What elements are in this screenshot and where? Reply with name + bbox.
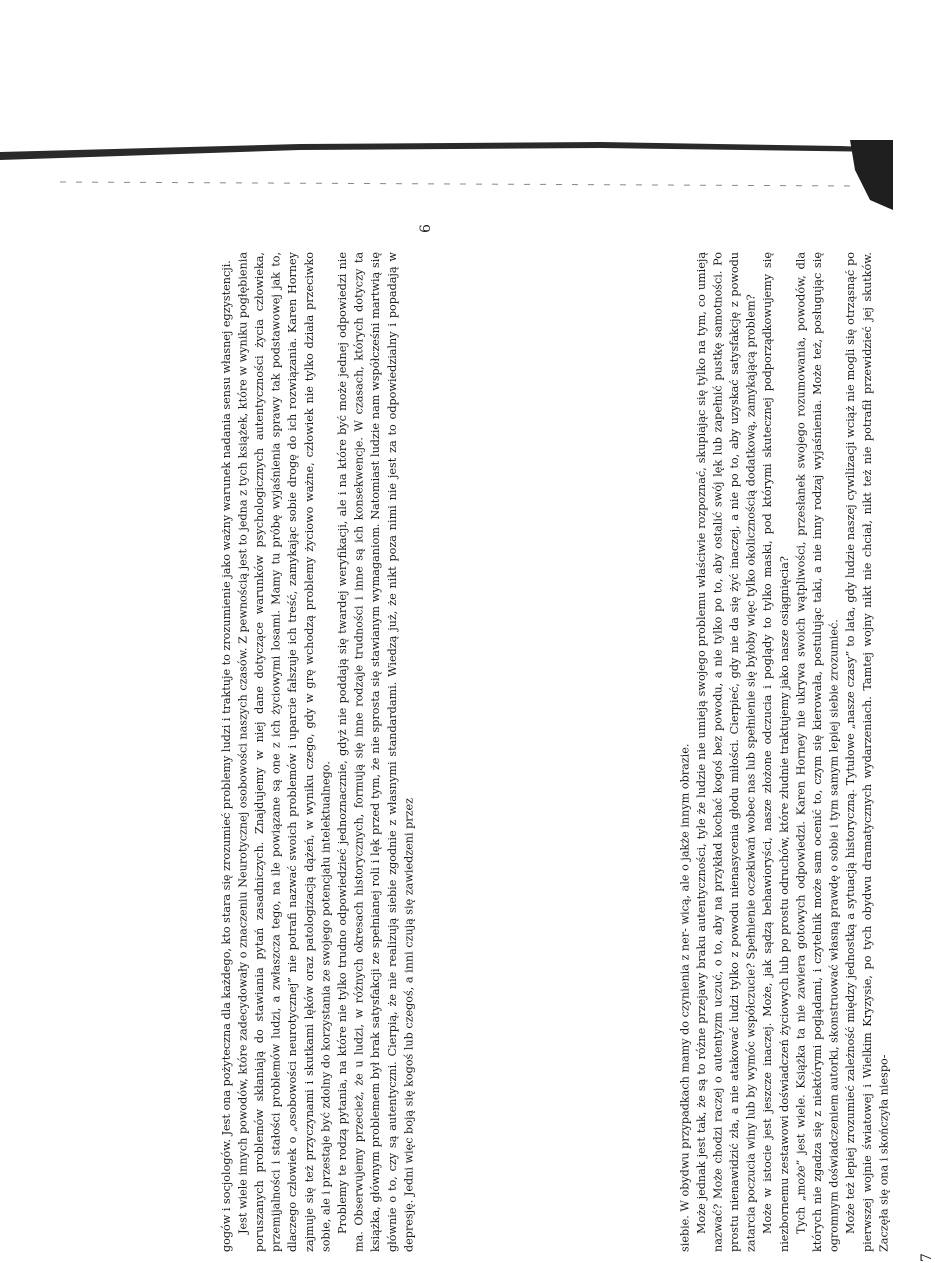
page-6-column (58, 252, 418, 1252)
scan-edge-artifact (0, 140, 893, 220)
page-6-paragraph: Jest wiele innych powodów, które zadecydowały o znaczeniu Neurotycznej osobowości naszych czasów. Z pewnością jest to jedna z tych książek, które w wyniku pogłębienia poruszanych problemów skłaniają do stawiania pytań zasadniczych. Znajdujemy w niej dane dotyczące warunków psychologicznych autentyczności życia człowieka, przemijalności i stałości problemów ludzi, a zwłaszcza tego, na ile powiązane są one z ich życiowymi losami. Mamy tu próbę wyjaśnienia sprawy tak podstawowej jak to, dlaczego człowiek o „osobowości neurotycznej” nie potrafi nazwać swoich problemów i uparcie fałszuje ich treść, zamykając sobie drogę do ich rozwiązania. Karen Horney zajmuje się też przyczynami i skutkami lęków oraz patologizacją dążeń, w wyniku czego, gdy w grę wchodzą problemy życiowo ważne, człowiek nie tylko działa przeciwko sobie, ale i przestaje być zdolny do korzystania ze swojego potencjału intelektualnego. (236, 252, 333, 1252)
page-7-column (533, 252, 893, 1252)
page-6-paragraph: gogów i socjologów. Jest ona pożyteczna dla każdego, kto stara się zrozumieć problemy ludzi i traktuje to zrozumienie jako ważny warunek nadania sensu własnej egzystencji. (219, 260, 233, 1252)
page-7-paragraph: Może w istocie jest jeszcze inaczej. Może, jak sądzą behawioryści, nasze złożone odczucia i poglądy to tylko maski, pod którymi skutecznej podporządkowujemy się niezbornemu zestawowi doświadczeń życiowych lub po prostu odruchów, które złudnie traktujemy jako nasze osiągnięcia? (761, 252, 791, 1252)
page-7-paragraph: Tych „może” jest wiele. Książka ta nie zawiera gotowych odpowiedzi. Karen Horney nie ukrywa swoich wątpliwości, przesłanek swojego rozumowania, powodów, dla których nie zgadza się z niektórymi poglądami, i czytelnik może sam ocenić to, czym się kierowała, postulując taki, a nie inny rodzaj wyjaśnienia. Może też, posługując się ogromnym doświadczeniem autorki, skonstruować własną prawdę o sobie i tym samym lepiej siebie zrozumieć. (794, 252, 841, 1252)
page-7-paragraph: Może jednak jest tak, że są to różne przejawy braku autentyczności, tyle że ludzie nie umieją swojego problemu właściwie rozpoznać, skupiając się tylko na tym, co umieją nazwać? Może chodzi raczej o autentyzm uczuć, o to, aby na przykład kochać kogoś bez powodu, a nie tylko po to, aby ostalić swój lęk lub zapełnić pustkę samotności. Po prostu nienawidzić zła, a nie atakować ludzi tylko z powodu nienasycenia głodu miłości. Cierpieć, gdy nie da się żyć inaczej, a nie po to, aby uzyskać satysfakcję z powodu zatarcia poczucia winy lub by wymóc współczucie? Spełnienie oczekiwań wobec nas lub spełnienie się byłoby więc tylko okolicznością dodatkową, zamykającą problem? (694, 252, 758, 1252)
page-7-paragraph: Może też lepiej zrozumieć zależność między jednostką a sytuacją historyczną. Tytułowe „nasze czasy” to lata, gdy ludzie naszej cywilizacji wciąż nie mogli się otrząsnąć po pierwszej wojnie światowej i Wielkim Kryzysie, po tych obydwu dramatycznych wydarzeniach. Tamtej wojny nikt nie chciał, nikt też nie potrafił przewidzieć jej skutków. Zaczęła się ona i skończyła niespo- (844, 252, 891, 1252)
page-number-6: 6 (418, 224, 434, 233)
page-7-paragraph: siebie. W obydwu przypadkach mamy do czynienia z ner- wicą, ale o jakże innym obrazie. (678, 743, 692, 1252)
page-7-text (677, 252, 893, 1252)
page-number-7: 7 (919, 1253, 935, 1262)
book-spread (58, 224, 935, 1262)
page-6-paragraph: Problemy te rodzą pytania, na które nie tylko trudno odpowiedzieć jednoznacznie, gdyż nie poddają się twardej weryfikacji, ale i na które być może jednej odpowiedzi nie ma. Obserwujemy przecież, że u ludzi, w różnych okresach historycznych, formują się inne rodzaje trudności i inne są ich konsekwencje. W czasach, których dotyczy ta książka, głównym problemem był brak satysfakcji ze spełnianej roli i lęk przed tym, że nie sprosta się stawianym wymaganiom. Natomiast ludzie nam współcześni martwią się głównie o to, czy są autentyczni. Cierpią, że nie realizują siebie zgodnie z własnymi standardami. Wiedzą już, że nikt poza nimi nie jest za to odpowiedzialny i popadają w depresję. Jedni więc boją się kogoś lub czegoś, a inni czują się zawiedzeni przez (336, 252, 416, 1252)
page-6-text (219, 252, 418, 1252)
